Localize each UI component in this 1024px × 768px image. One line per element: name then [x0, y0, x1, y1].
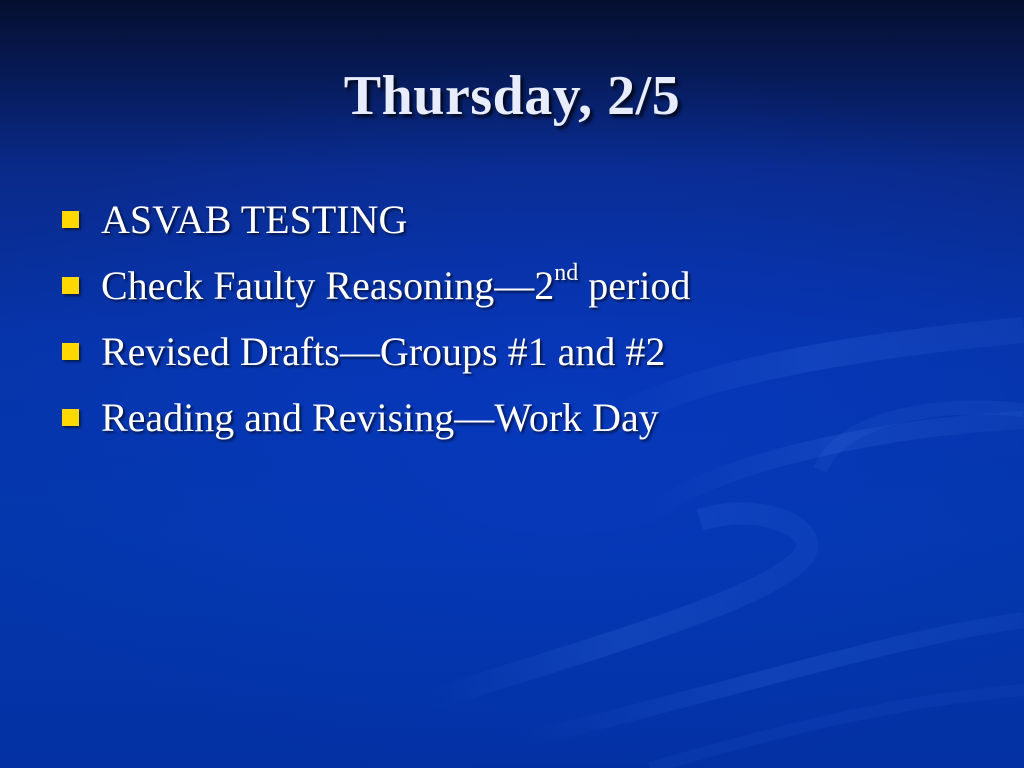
bullet-text: Revised Drafts—Groups #1 and #2 — [101, 328, 666, 374]
bullet-text: Reading and Revising—Work Day — [101, 394, 659, 440]
square-bullet-icon — [62, 211, 79, 228]
bullet-item — [62, 384, 982, 450]
bullet-text-tail: period — [578, 262, 691, 308]
bullet-item — [62, 186, 982, 252]
bullet-item — [62, 252, 982, 318]
bullet-list — [62, 186, 982, 450]
square-bullet-icon — [62, 343, 79, 360]
slide-title: Thursday, 2/5 — [343, 65, 681, 127]
square-bullet-icon — [62, 277, 79, 294]
bullet-text-main: Check Faulty Reasoning—2 — [101, 262, 555, 308]
bullet-item — [62, 318, 982, 384]
bullet-text: ASVAB TESTING — [101, 196, 408, 242]
square-bullet-icon — [62, 409, 79, 426]
bullet-text — [101, 262, 690, 309]
ordinal-suffix: nd — [554, 260, 579, 287]
